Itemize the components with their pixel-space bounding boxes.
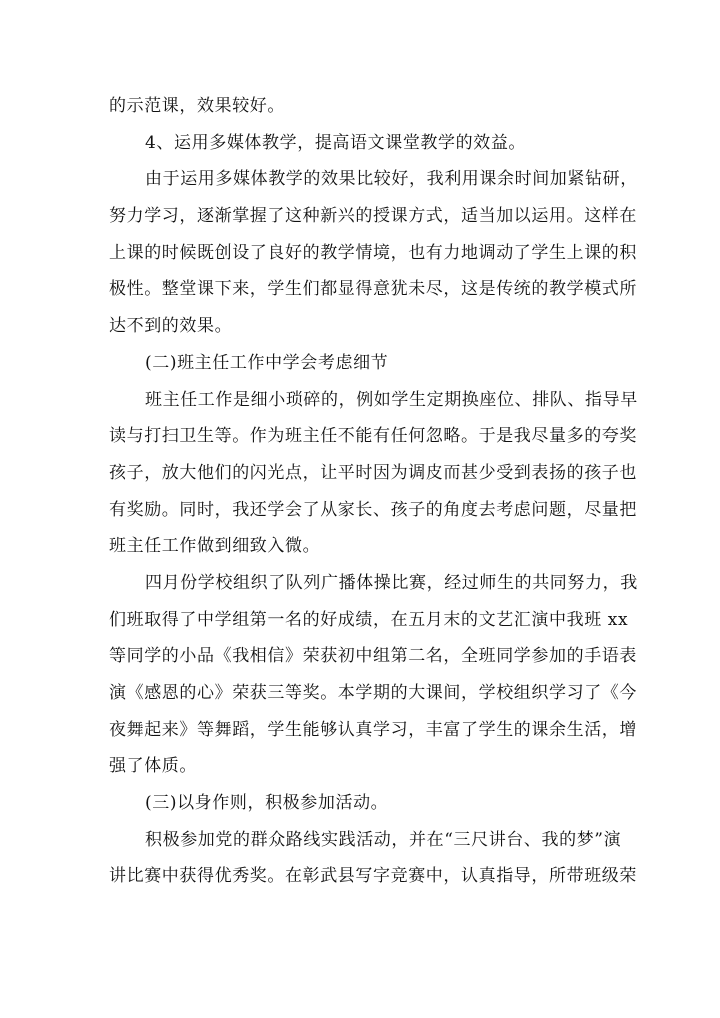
body-line: 达不到的效果。 [109,316,233,337]
body-line: 努力学习，逐渐掌握了这种新兴的授课方式，适当加以运用。这样在 [109,206,637,227]
body-line: 读与打扫卫生等。作为班主任不能有任何忽略。于是我尽量多的夸奖 [109,426,637,447]
section-heading: (三)以身作则，积极参加活动。 [145,793,389,814]
body-line: 们班取得了中学组第一名的好成绩，在五月末的文艺汇演中我班 xx [109,609,629,630]
section-heading: (二)班主任工作中学会考虑细节 [145,352,389,373]
body-line: 班主任工作是细小琐碎的，例如学生定期换座位、排队、指导早 [145,389,638,410]
body-line: 强了体质。 [109,756,197,777]
body-line: 的示范课，效果较好。 [109,96,285,116]
body-line: 等同学的小品《我相信》荣获初中组第二名，全班同学参加的手语表 [109,646,637,667]
body-line: 有奖励。同时，我还学会了从家长、孩子的角度去考虑问题，尽量把 [109,499,637,520]
body-line: 夜舞起来》等舞蹈，学生能够认真学习，丰富了学生的课余生活，增 [109,719,637,740]
body-line: 上课的时候既创设了良好的教学情境，也有力地调动了学生上课的积 [109,242,637,263]
body-line: 由于运用多媒体教学的效果比较好，我利用课余时间加紧钻研， [145,169,638,190]
body-line: 四月份学校组织了队列广播体操比赛，经过师生的共同努力，我 [145,572,638,593]
body-line: 孩子，放大他们的闪光点，让平时因为调皮而甚少受到表扬的孩子也 [109,462,637,483]
body-line: 演《感恩的心》荣获三等奖。本学期的大课间，学校组织学习了《今 [109,683,637,703]
document-body [109,88,638,895]
body-line: 讲比赛中获得优秀奖。在彰武县写字竞赛中，认真指导，所带班级荣 [109,866,637,887]
body-line: 极性。整堂课下来，学生们都显得意犹未尽，这是传统的教学模式所 [109,279,637,300]
body-line: 班主任工作做到细致入微。 [109,536,321,557]
body-line: 积极参加党的群众路线实践活动，并在“三尺讲台、我的梦”演 [145,829,622,850]
list-item-heading: 4、运用多媒体教学，提高语文课堂教学的效益。 [145,132,527,153]
